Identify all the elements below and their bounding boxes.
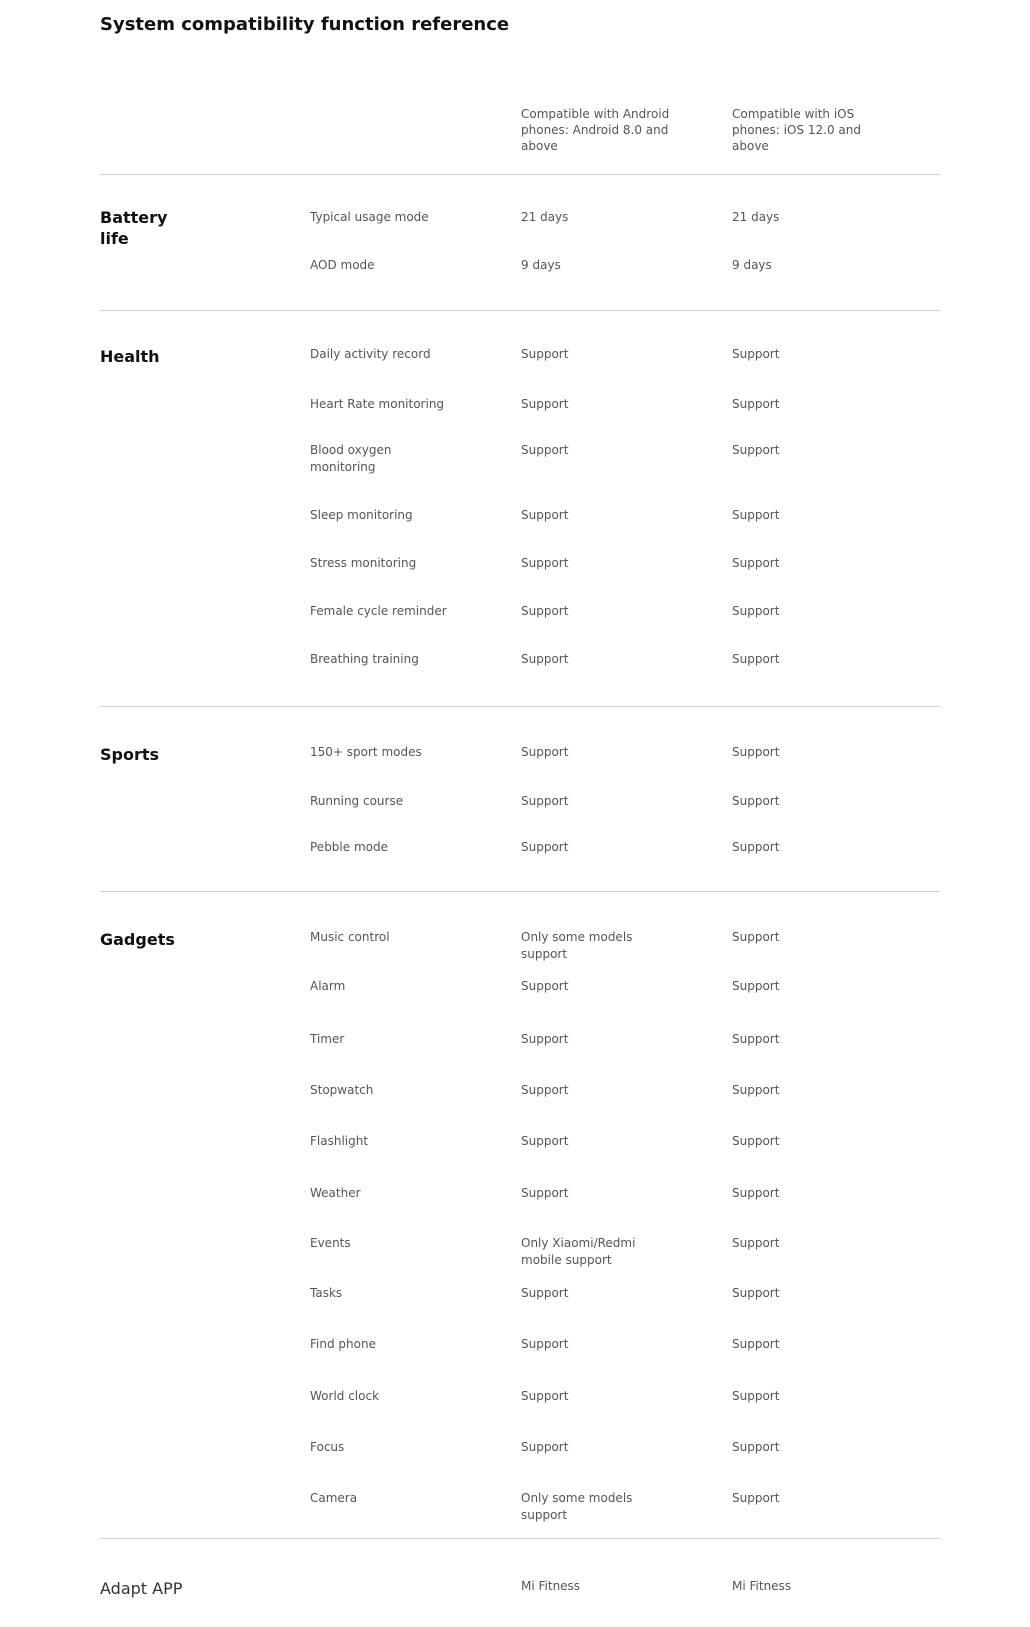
- column-header-ios: Compatible with iOS phones: iOS 12.0 and above: [732, 107, 861, 153]
- feature-cell: Alarm: [310, 979, 346, 993]
- ios-cell: 9 days: [732, 258, 772, 272]
- android-cell: Support: [521, 1134, 569, 1148]
- android-cell: Support: [521, 652, 569, 666]
- android-cell: Support: [521, 1337, 569, 1351]
- ios-cell: Support: [732, 1389, 780, 1403]
- feature-cell: Sleep monitoring: [310, 508, 413, 522]
- feature-cell: Events: [310, 1236, 351, 1250]
- page-title: System compatibility function reference: [100, 14, 510, 35]
- divider-header: [100, 174, 940, 175]
- feature-cell: Daily activity record: [310, 347, 431, 361]
- android-cell: Support: [521, 508, 569, 522]
- android-cell: Support: [521, 604, 569, 618]
- divider-sports: [100, 891, 940, 892]
- ios-cell: Support: [732, 1286, 780, 1300]
- ios-cell: Support: [732, 840, 780, 854]
- android-cell: Support: [521, 840, 569, 854]
- adapt-app-label: Adapt APP: [100, 1579, 183, 1598]
- ios-cell: Support: [732, 556, 780, 570]
- android-cell: Support: [521, 1286, 569, 1300]
- ios-cell: Support: [732, 347, 780, 361]
- ios-cell: Support: [732, 1337, 780, 1351]
- ios-cell: Support: [732, 397, 780, 411]
- feature-cell: Focus: [310, 1440, 345, 1454]
- ios-cell: Support: [732, 1032, 780, 1046]
- ios-cell: Support: [732, 1491, 780, 1505]
- ios-cell: Support: [732, 1134, 780, 1148]
- column-header-android: Compatible with Android phones: Android 8.0 and above: [521, 107, 670, 153]
- ios-cell: Support: [732, 443, 780, 457]
- ios-cell: Support: [732, 1186, 780, 1200]
- android-cell: 21 days: [521, 210, 569, 224]
- android-cell: Support: [521, 1186, 569, 1200]
- ios-cell: Support: [732, 508, 780, 522]
- android-cell: Support: [521, 347, 569, 361]
- feature-cell: Weather: [310, 1186, 361, 1200]
- section-label-sports: Sports: [100, 745, 160, 764]
- feature-cell: Female cycle reminder: [310, 604, 447, 618]
- divider-gadgets: [100, 1538, 940, 1539]
- ios-cell: Support: [732, 930, 780, 944]
- android-cell: Support: [521, 979, 569, 993]
- android-cell: Support: [521, 745, 569, 759]
- feature-cell: Find phone: [310, 1337, 376, 1351]
- ios-cell: Support: [732, 604, 780, 618]
- feature-cell: Breathing training: [310, 652, 419, 666]
- android-cell: Only Xiaomi/Redmi mobile support: [521, 1236, 636, 1267]
- android-cell: Support: [521, 1032, 569, 1046]
- section-label-gadgets: Gadgets: [100, 930, 175, 949]
- section-label-health: Health: [100, 347, 160, 366]
- ios-cell: Support: [732, 1236, 780, 1250]
- feature-cell: Typical usage mode: [310, 210, 429, 224]
- divider-battery: [100, 310, 940, 311]
- feature-cell: Pebble mode: [310, 840, 388, 854]
- divider-health: [100, 706, 940, 707]
- feature-cell: Tasks: [310, 1286, 343, 1300]
- feature-cell: Heart Rate monitoring: [310, 397, 445, 411]
- android-cell: Only some models support: [521, 930, 633, 961]
- android-cell: Only some models support: [521, 1491, 633, 1522]
- feature-cell: AOD mode: [310, 258, 375, 272]
- feature-cell: Stress monitoring: [310, 556, 417, 570]
- adapt-app-android: Mi Fitness: [521, 1579, 581, 1593]
- android-cell: 9 days: [521, 258, 561, 272]
- android-cell: Support: [521, 397, 569, 411]
- section-label-battery-life: Battery life: [100, 208, 168, 248]
- android-cell: Support: [521, 1083, 569, 1097]
- adapt-app-ios: Mi Fitness: [732, 1579, 792, 1593]
- feature-cell: World clock: [310, 1389, 380, 1403]
- android-cell: Support: [521, 1389, 569, 1403]
- android-cell: Support: [521, 1440, 569, 1454]
- ios-cell: Support: [732, 1083, 780, 1097]
- ios-cell: Support: [732, 794, 780, 808]
- ios-cell: Support: [732, 979, 780, 993]
- feature-cell: Camera: [310, 1491, 358, 1505]
- feature-cell: Stopwatch: [310, 1083, 374, 1097]
- android-cell: Support: [521, 443, 569, 457]
- android-cell: Support: [521, 556, 569, 570]
- feature-cell: 150+ sport modes: [310, 745, 422, 759]
- feature-cell: Timer: [310, 1032, 345, 1046]
- feature-cell: Blood oxygen monitoring: [310, 443, 392, 474]
- ios-cell: 21 days: [732, 210, 780, 224]
- feature-cell: Flashlight: [310, 1134, 369, 1148]
- ios-cell: Support: [732, 745, 780, 759]
- feature-cell: Music control: [310, 930, 390, 944]
- feature-cell: Running course: [310, 794, 404, 808]
- ios-cell: Support: [732, 1440, 780, 1454]
- android-cell: Support: [521, 794, 569, 808]
- ios-cell: Support: [732, 652, 780, 666]
